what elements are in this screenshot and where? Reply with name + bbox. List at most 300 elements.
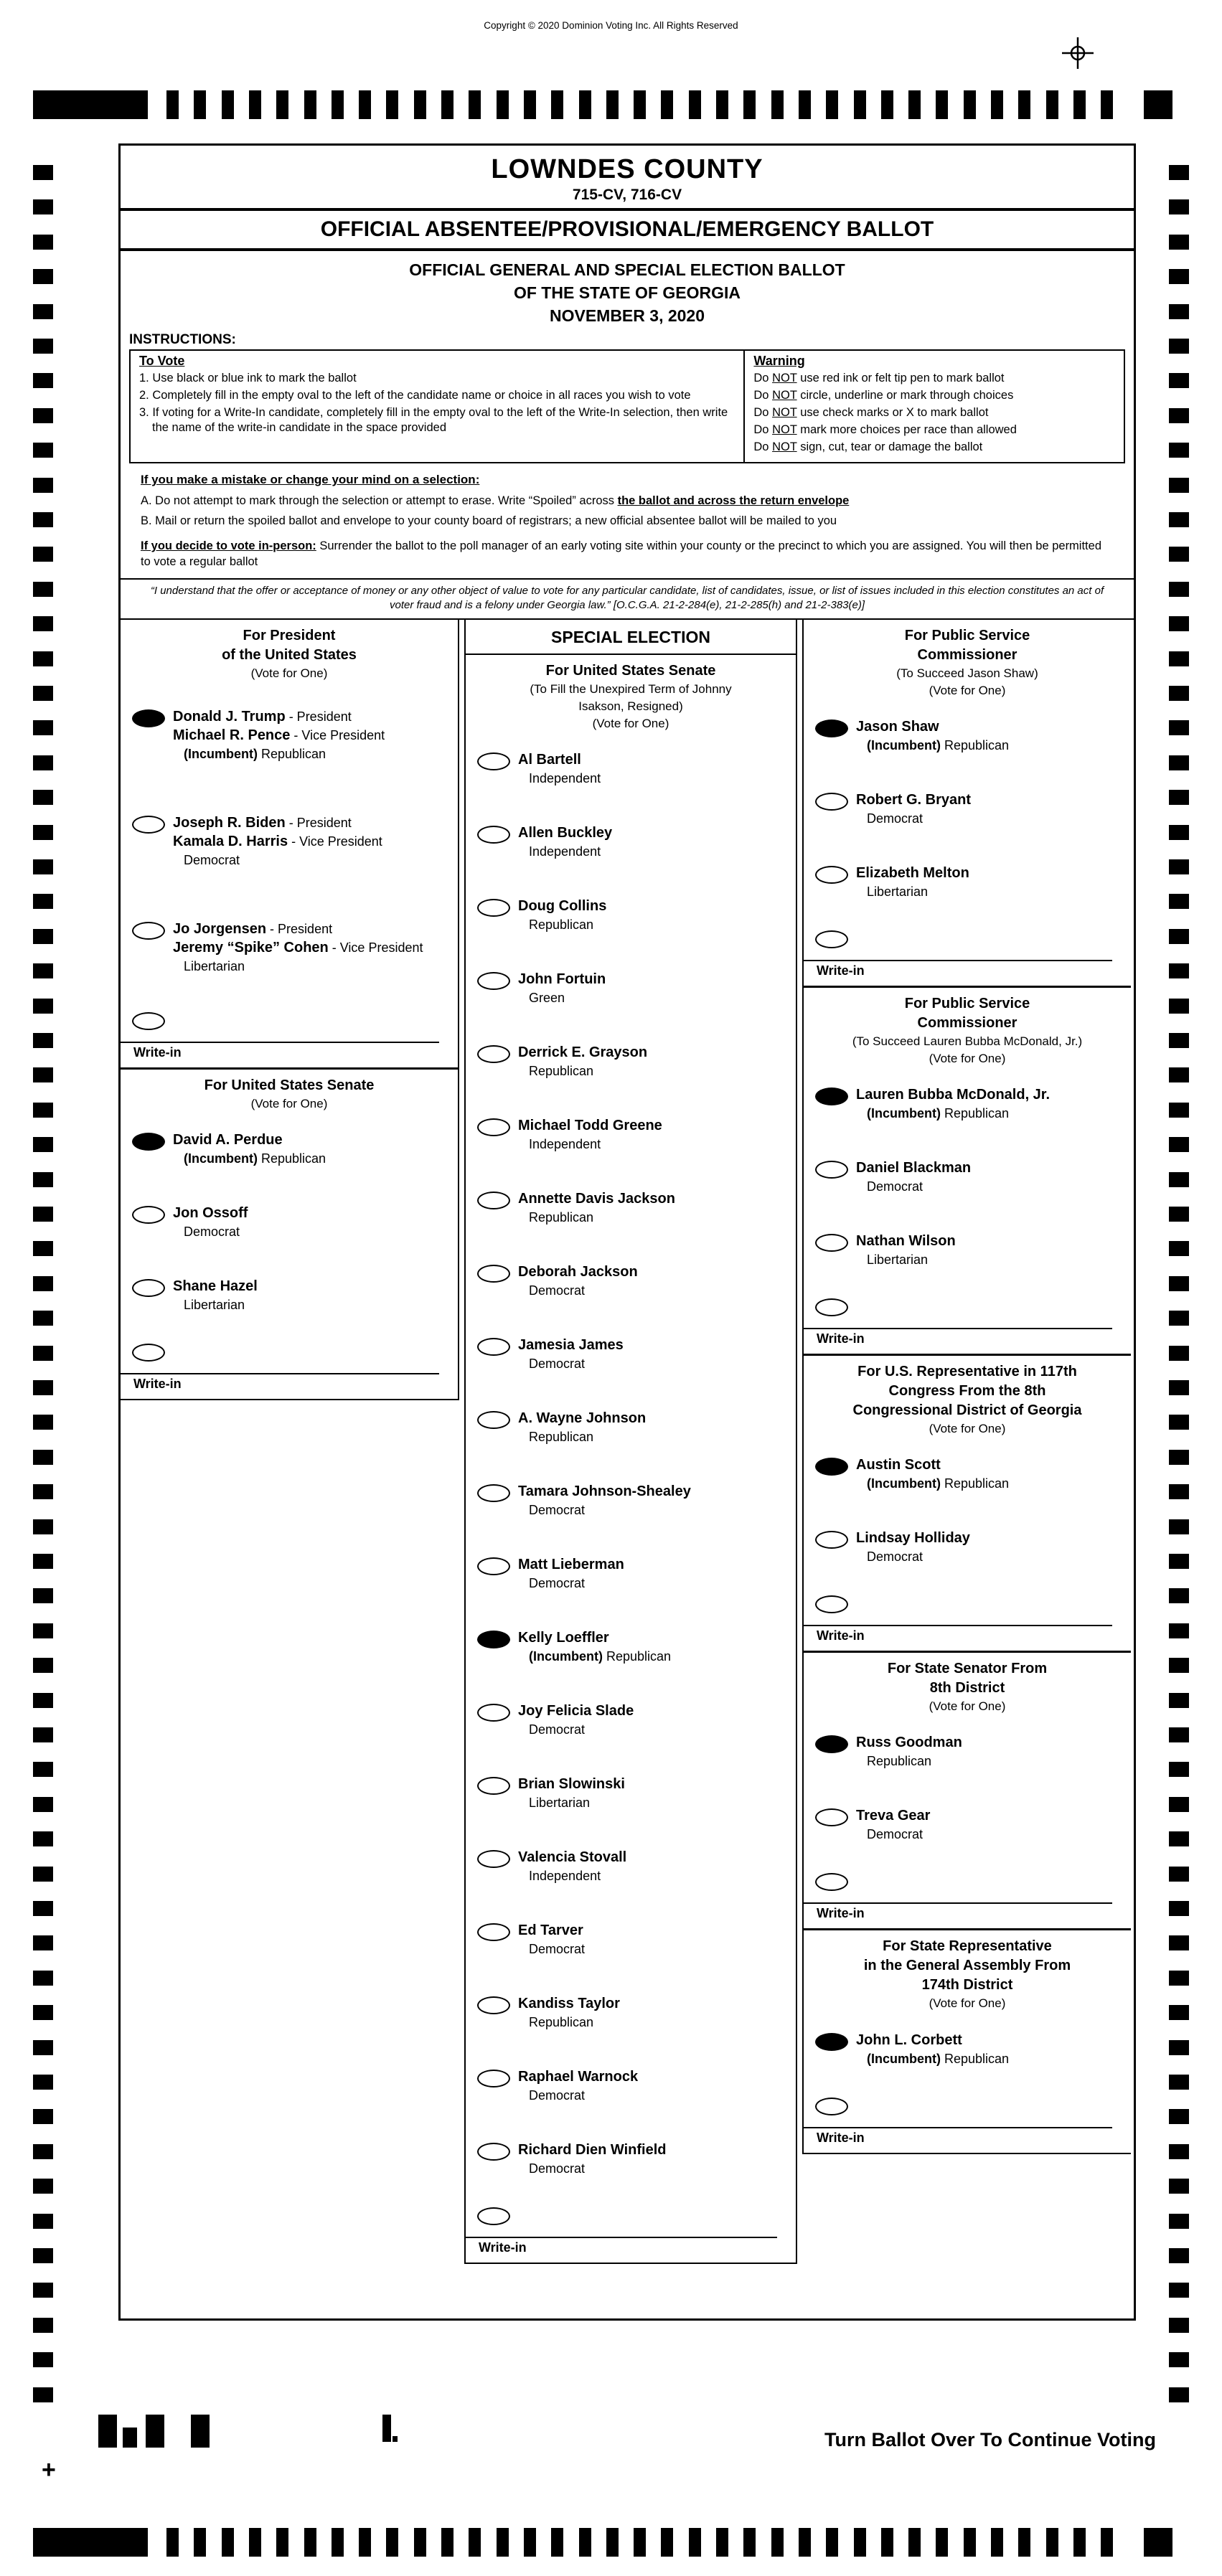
- timing-mark: [33, 894, 53, 909]
- contest-instruction: (Vote for One): [929, 1699, 1006, 1714]
- contest-instruction: (Vote for One): [929, 1052, 1006, 1066]
- timing-mark: [276, 90, 288, 119]
- ballot-oval[interactable]: [477, 1923, 510, 1941]
- candidate-option: [121, 681, 458, 788]
- timing-mark: [1101, 2528, 1113, 2557]
- candidate-party: Independent: [529, 844, 601, 859]
- candidate-party: Democrat: [529, 1722, 586, 1737]
- timing-mark: [1169, 1971, 1189, 1986]
- candidate-name: Joy Felicia Slade: [518, 1703, 634, 1719]
- ballot-oval[interactable]: [477, 1850, 510, 1868]
- timing-mark: [33, 1067, 53, 1082]
- contest-instruction: (Vote for One): [929, 683, 1006, 697]
- registration-crosshair-icon: [1061, 36, 1095, 74]
- candidate-name: Matt Lieberman: [518, 1557, 624, 1573]
- ballot-oval[interactable]: [132, 1206, 165, 1224]
- candidate-name: Austin Scott: [856, 1457, 941, 1473]
- ballot-oval-filled[interactable]: [132, 1133, 165, 1151]
- timing-mark: [33, 199, 53, 214]
- to-vote-title: To Vote: [139, 353, 185, 368]
- timing-mark: [33, 1103, 53, 1118]
- ballot-oval[interactable]: [815, 1531, 848, 1549]
- barcode-mark: [98, 2415, 117, 2448]
- barcode-mark: [382, 2415, 391, 2442]
- ballot-oval[interactable]: [477, 2143, 510, 2161]
- contest-title: Congress From the 8th: [888, 1383, 1046, 1400]
- ballot-oval[interactable]: [477, 1996, 510, 2014]
- timing-mark: [33, 999, 53, 1014]
- write-in-oval[interactable]: [477, 2207, 510, 2225]
- timing-mark: [33, 1311, 53, 1326]
- timing-mark: [194, 90, 206, 119]
- candidate-option: [804, 1140, 1131, 1213]
- election-title-line: OFFICIAL GENERAL AND SPECIAL ELECTION BALLOT: [409, 260, 845, 279]
- candidate-party: Republican: [529, 1430, 594, 1445]
- timing-mark: [854, 90, 866, 119]
- timing-mark: [799, 90, 811, 119]
- timing-mark: [33, 269, 53, 284]
- candidate-option: [466, 1683, 796, 1756]
- ballot-oval[interactable]: [815, 793, 848, 811]
- candidate-party: (Incumbent) Republican: [184, 1151, 326, 1166]
- timing-mark: [1169, 373, 1189, 388]
- timing-mark: [33, 2248, 53, 2263]
- contest: [804, 620, 1131, 986]
- timing-mark: [1169, 616, 1189, 631]
- candidate-info: [173, 1204, 248, 1240]
- candidate-option: [466, 1390, 796, 1463]
- timing-mark: [33, 2283, 53, 2298]
- candidate-info: [173, 813, 382, 868]
- ballot-oval[interactable]: [477, 1265, 510, 1283]
- timing-mark: [33, 1415, 53, 1430]
- timing-mark: [1169, 1797, 1189, 1812]
- timing-mark: [33, 2144, 53, 2159]
- timing-mark: [33, 1588, 53, 1603]
- timing-mark: [1169, 2352, 1189, 2367]
- timing-mark: [1169, 790, 1189, 805]
- ballot-oval[interactable]: [477, 1411, 510, 1429]
- timing-mark: [33, 2075, 53, 2090]
- timing-mark: [33, 1276, 53, 1291]
- candidate-party: Democrat: [184, 852, 240, 867]
- contest-title: For Public Service: [904, 627, 1030, 643]
- ballot-oval[interactable]: [477, 826, 510, 844]
- write-in-option: [121, 1331, 458, 1372]
- write-in-oval[interactable]: [815, 2098, 848, 2115]
- candidate-name: John Fortuin: [518, 971, 606, 988]
- candidate-info: [518, 1409, 646, 1445]
- candidate-name: Valencia Stovall: [518, 1849, 627, 1866]
- candidate-name: Kelly Loeffler: [518, 1630, 609, 1646]
- mistake-item-a: A. Do not attempt to mark through the selection or attempt to erase. Write “Spoiled” across the ballot and across the return envelope: [141, 494, 850, 507]
- contest-instruction: (To Succeed Jason Shaw): [896, 666, 1038, 680]
- timing-mark: [33, 165, 53, 180]
- timing-mark: [1169, 1067, 1189, 1082]
- contest-instruction: (Vote for One): [929, 1422, 1006, 1436]
- timing-mark: [33, 929, 53, 944]
- candidate-name: Donald J. Trump - President: [173, 708, 352, 725]
- timing-mark: [1169, 2144, 1189, 2159]
- warning-item: Do NOT use red ink or felt tip pen to mark ballot: [753, 371, 1005, 384]
- timing-mark: [249, 90, 261, 119]
- candidate-option: [466, 1902, 796, 1976]
- contest-instruction: (Vote for One): [250, 666, 328, 680]
- ballot-oval[interactable]: [477, 1704, 510, 1722]
- timing-mark: [854, 2528, 866, 2557]
- timing-mark: [551, 90, 563, 119]
- write-in-oval[interactable]: [132, 1344, 165, 1362]
- contest: [804, 986, 1131, 1354]
- ballot-oval[interactable]: [477, 2070, 510, 2087]
- contest-grid: [121, 618, 1134, 2318]
- timing-mark: [33, 2179, 53, 2194]
- candidate-option: [466, 1829, 796, 1902]
- write-in-label: Write-in: [817, 963, 865, 978]
- candidate-info: [518, 897, 606, 933]
- candidate-option: [466, 878, 796, 951]
- timing-mark: [1169, 582, 1189, 597]
- timing-mark: [33, 1693, 53, 1708]
- candidate-name: David A. Perdue: [173, 1132, 283, 1148]
- ballot-oval[interactable]: [477, 1192, 510, 1209]
- candidate-name: John L. Corbett: [856, 2032, 962, 2048]
- timing-mark: [33, 651, 53, 666]
- timing-mark: [1169, 199, 1189, 214]
- ballot-oval[interactable]: [132, 1279, 165, 1297]
- candidate-info: [856, 1159, 971, 1194]
- to-vote-list: [139, 371, 735, 435]
- timing-mark: [33, 1207, 53, 1222]
- ballot-oval[interactable]: [132, 816, 165, 834]
- ballot-oval-filled[interactable]: [815, 720, 848, 737]
- timing-mark: [33, 616, 53, 631]
- candidate-name: Treva Gear: [856, 1808, 931, 1824]
- contest: [466, 655, 796, 2263]
- candidate-info: [518, 1189, 675, 1225]
- timing-mark: [33, 547, 53, 562]
- timing-mark: [1018, 2528, 1030, 2557]
- ballot-oval[interactable]: [477, 1045, 510, 1063]
- candidate-option: [466, 805, 796, 878]
- candidate-info: [518, 2141, 667, 2176]
- timing-mark: [1169, 1554, 1189, 1569]
- ballot-oval-filled[interactable]: [477, 1631, 510, 1648]
- candidate-party: Democrat: [529, 1283, 586, 1298]
- timing-mark: [33, 1519, 53, 1534]
- timing-mark: [166, 90, 179, 119]
- candidate-info: [856, 1232, 956, 1268]
- candidate-name: Jon Ossoff: [173, 1205, 248, 1222]
- county-name: LOWNDES COUNTY: [491, 154, 763, 184]
- timing-mark: [1169, 859, 1189, 874]
- timing-mark: [1169, 825, 1189, 840]
- timing-mark: [661, 2528, 673, 2557]
- county-header: [121, 146, 1134, 208]
- timing-mark: [716, 2528, 728, 2557]
- candidate-info: [518, 1336, 624, 1372]
- timing-mark: [33, 2040, 53, 2055]
- timing-mark: [1169, 2040, 1189, 2055]
- timing-mark: [332, 90, 344, 119]
- candidate-name: Ed Tarver: [518, 1922, 583, 1939]
- timing-mark: [441, 90, 453, 119]
- ballot-oval[interactable]: [477, 1118, 510, 1136]
- barcode-mark: [146, 2415, 164, 2448]
- contest-title: Congressional District of Georgia: [852, 1402, 1082, 1419]
- candidate-option: [466, 1463, 796, 1537]
- timing-mark: [1169, 2248, 1189, 2263]
- write-in-option: [804, 1583, 1131, 1623]
- candidate-party: Libertarian: [184, 958, 245, 973]
- timing-mark: [1144, 90, 1172, 119]
- timing-mark: [33, 2005, 53, 2020]
- candidate-option: [804, 772, 1131, 845]
- warning-title: Warning: [753, 353, 805, 368]
- candidate-info: [518, 1116, 662, 1152]
- timing-mark: [661, 90, 673, 119]
- ballot-column-2: [459, 620, 802, 2318]
- warning-item: Do NOT circle, underline or mark through choices: [753, 388, 1014, 402]
- ballot-column-3: [802, 620, 1131, 2318]
- candidate-option: [466, 1317, 796, 1390]
- contest: [121, 1067, 458, 1399]
- timing-mark: [1169, 269, 1189, 284]
- candidate-party: Green: [529, 991, 565, 1006]
- candidate-info: [856, 1456, 1009, 1491]
- candidate-info: [518, 1994, 620, 2030]
- column-box: [121, 620, 459, 1400]
- timing-mark: [634, 2528, 646, 2557]
- timing-mark: [743, 2528, 756, 2557]
- candidate-option: [466, 1244, 796, 1317]
- timing-mark: [33, 1033, 53, 1048]
- election-title: [121, 251, 1134, 331]
- ballot-oval[interactable]: [132, 922, 165, 940]
- candidate-name: Michael R. Pence - Vice President: [173, 727, 385, 743]
- contest-title: For State Senator From: [887, 1661, 1048, 1677]
- timing-mark: [579, 2528, 591, 2557]
- write-in-option: [804, 2085, 1131, 2126]
- timing-mark: [33, 1797, 53, 1812]
- candidate-info: [518, 1628, 671, 1664]
- timing-mark: [606, 2528, 619, 2557]
- contest-title: For President: [243, 627, 336, 643]
- write-in-label: Write-in: [817, 1331, 865, 1346]
- candidate-option: [466, 1098, 796, 1171]
- candidate-option: [466, 2049, 796, 2122]
- candidate-party: Democrat: [529, 1503, 586, 1518]
- ballot-oval-filled[interactable]: [815, 1458, 848, 1476]
- contest-title: Commissioner: [917, 1015, 1017, 1032]
- timing-mark: [33, 1137, 53, 1152]
- to-vote-item: 3. If voting for a Write-In candidate, completely fill in the empty oval to the left of the Write-In selection, then write the name of the write-in candidate in the space provided: [139, 405, 728, 434]
- timing-mark: [771, 90, 784, 119]
- candidate-name: Joseph R. Biden - President: [173, 814, 352, 831]
- candidate-party: Democrat: [529, 1576, 586, 1591]
- timing-mark: [1169, 1137, 1189, 1152]
- timing-mark: [1169, 1693, 1189, 1708]
- in-person-lead: If you decide to vote in-person:: [141, 539, 316, 553]
- write-in-area: [121, 1373, 458, 1399]
- candidate-name: Derrick E. Grayson: [518, 1044, 648, 1061]
- candidate-name: Jeremy “Spike” Cohen - Vice President: [173, 939, 423, 956]
- ballot-oval[interactable]: [477, 1777, 510, 1795]
- candidate-option: [466, 951, 796, 1024]
- timing-mark: [33, 1971, 53, 1986]
- timing-mark: [1169, 1623, 1189, 1638]
- ballot-oval-filled[interactable]: [815, 1088, 848, 1105]
- contest-title: For Public Service: [904, 996, 1030, 1012]
- write-in-oval[interactable]: [815, 1873, 848, 1891]
- warning-item: Do NOT mark more choices per race than allowed: [753, 423, 1017, 436]
- candidate-name: Deborah Jackson: [518, 1264, 638, 1280]
- candidate-info: [856, 864, 969, 900]
- ballot-oval[interactable]: [477, 1338, 510, 1356]
- timing-mark: [33, 339, 53, 354]
- timing-mark: [1169, 1380, 1189, 1395]
- contest-instruction: (Vote for One): [592, 717, 669, 731]
- candidate-option: [804, 699, 1131, 772]
- candidate-name: Raphael Warnock: [518, 2069, 639, 2085]
- to-vote-item: 2. Completely fill in the empty oval to the left of the candidate name or choice in all races you wish to vote: [139, 388, 691, 402]
- timing-mark: [33, 859, 53, 874]
- timing-mark: [908, 2528, 921, 2557]
- candidate-party: Libertarian: [867, 884, 929, 900]
- timing-mark: [1046, 90, 1058, 119]
- warning-item: Do NOT use check marks or X to mark ballot: [753, 405, 989, 419]
- candidate-party: Libertarian: [184, 1298, 245, 1313]
- candidate-option: [466, 732, 796, 805]
- timing-mark: [222, 2528, 234, 2557]
- instructions-section: [121, 331, 1134, 570]
- candidate-party: Republican: [529, 917, 594, 933]
- timing-mark: [33, 2318, 53, 2333]
- mistake-section: [129, 463, 1125, 570]
- ballot-oval[interactable]: [477, 1484, 510, 1502]
- timing-mark: [304, 90, 316, 119]
- timing-mark: [1169, 2387, 1189, 2402]
- candidate-option: [121, 894, 458, 1000]
- contest-title: 174th District: [921, 1977, 1013, 1994]
- timing-mark: [276, 2528, 288, 2557]
- ballot-oval[interactable]: [815, 1808, 848, 1826]
- candidate-option: [804, 1067, 1131, 1140]
- timing-mark: [33, 443, 53, 458]
- candidate-party: Independent: [529, 771, 601, 786]
- timing-mark: [1169, 2318, 1189, 2333]
- timing-mark: [1073, 90, 1086, 119]
- candidate-name: Doug Collins: [518, 898, 607, 915]
- candidate-name: Michael Todd Greene: [518, 1118, 662, 1134]
- candidate-info: [856, 1085, 1050, 1121]
- timing-mark: [1169, 478, 1189, 493]
- write-in-oval[interactable]: [815, 1298, 848, 1316]
- candidate-option: [121, 788, 458, 894]
- candidate-option: [804, 1788, 1131, 1861]
- timing-mark: [33, 1450, 53, 1465]
- write-in-area: [804, 1625, 1131, 1651]
- write-in-oval[interactable]: [815, 1595, 848, 1613]
- write-in-oval[interactable]: [815, 930, 848, 948]
- candidate-name: Elizabeth Melton: [856, 865, 969, 882]
- write-in-oval[interactable]: [132, 1012, 165, 1030]
- timing-mark: [33, 1901, 53, 1916]
- candidate-party: Democrat: [529, 2161, 586, 2176]
- candidate-name: Lindsay Holliday: [856, 1530, 970, 1547]
- ballot-oval-filled[interactable]: [815, 2033, 848, 2051]
- candidate-option: [466, 1171, 796, 1244]
- timing-mark: [1169, 755, 1189, 770]
- candidate-info: [518, 1702, 634, 1737]
- timing-mark: [1169, 339, 1189, 354]
- contest-title: For United States Senate: [204, 1077, 375, 1093]
- candidate-party: Democrat: [867, 1549, 923, 1565]
- contest-title: of the United States: [222, 646, 357, 663]
- write-in-option: [804, 1861, 1131, 1901]
- timing-mark: [33, 2352, 53, 2367]
- candidate-party: Democrat: [867, 811, 923, 826]
- timing-mark: [1073, 2528, 1086, 2557]
- barcode-mark: [393, 2436, 398, 2442]
- timing-mark: [1046, 2528, 1058, 2557]
- candidate-party: (Incumbent) Republican: [529, 1649, 672, 1664]
- timing-mark: [33, 2109, 53, 2124]
- timing-mark: [386, 2528, 398, 2557]
- precinct-code: 715-CV, 716-CV: [572, 187, 682, 203]
- ballot-oval[interactable]: [815, 866, 848, 884]
- timing-mark: [1101, 90, 1113, 119]
- candidate-info: [173, 1277, 258, 1313]
- ballot-oval[interactable]: [477, 899, 510, 917]
- timing-mark: [33, 373, 53, 388]
- ballot-oval[interactable]: [477, 1557, 510, 1575]
- candidate-info: [518, 750, 601, 786]
- ballot-oval-filled[interactable]: [132, 709, 165, 727]
- timing-mark: [1169, 1311, 1189, 1326]
- candidate-name: Jason Shaw: [856, 719, 939, 735]
- timing-mark: [386, 90, 398, 119]
- candidate-name: Russ Goodman: [856, 1735, 962, 1751]
- ballot-oval[interactable]: [815, 1234, 848, 1252]
- candidate-name: Richard Dien Winfield: [518, 2142, 667, 2159]
- registration-plus: +: [42, 2456, 56, 2483]
- ballot-oval[interactable]: [477, 752, 510, 770]
- candidate-option: [466, 2122, 796, 2195]
- candidate-info: [518, 1775, 625, 1811]
- timing-mark: [908, 90, 921, 119]
- contest-title: 8th District: [929, 1680, 1005, 1697]
- timing-mark: [716, 90, 728, 119]
- timing-mark: [689, 2528, 701, 2557]
- candidate-info: [518, 1263, 638, 1298]
- timing-mark: [33, 90, 148, 119]
- timing-mark: [166, 2528, 179, 2557]
- ballot-oval[interactable]: [815, 1161, 848, 1179]
- timing-mark: [771, 2528, 784, 2557]
- contest-instruction: (Vote for One): [929, 1996, 1006, 2011]
- ballot-oval-filled[interactable]: [815, 1735, 848, 1753]
- candidate-party: (Incumbent) Republican: [867, 1106, 1010, 1121]
- contest-instruction: (To Succeed Lauren Bubba McDonald, Jr.): [852, 1034, 1083, 1049]
- contest-title: For U.S. Representative in 117th: [857, 1364, 1077, 1380]
- timing-mark: [1169, 2005, 1189, 2020]
- candidate-option: [466, 1024, 796, 1098]
- timing-mark: [1169, 1519, 1189, 1534]
- ballot-oval[interactable]: [477, 972, 510, 990]
- timing-mark: [33, 963, 53, 978]
- candidate-party: Republican: [867, 1754, 932, 1769]
